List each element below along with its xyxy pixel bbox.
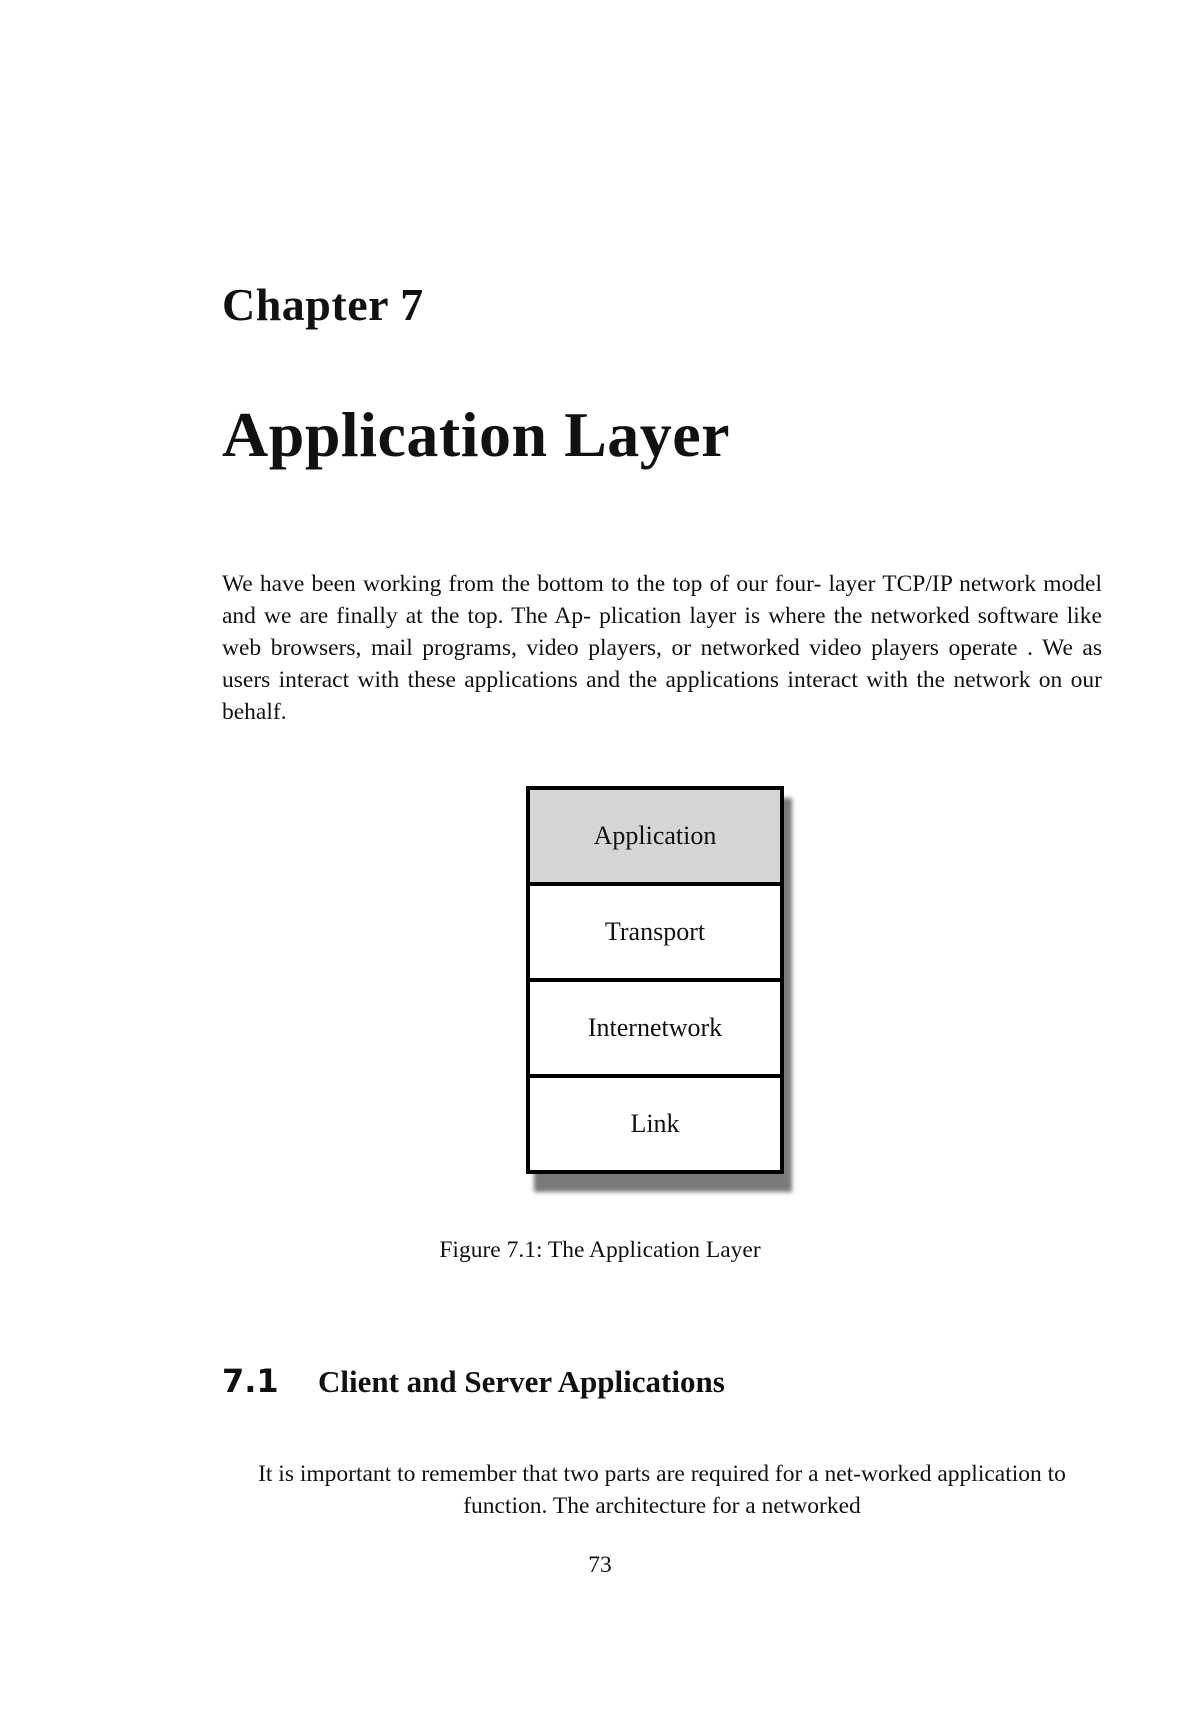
chapter-title: Application Layer [222, 399, 731, 470]
page-number: 73 [588, 1552, 612, 1578]
layer-transport: Transport [530, 882, 780, 978]
layer-stack-figure [526, 786, 784, 1174]
section-heading [222, 1362, 725, 1400]
layer-stack [526, 786, 784, 1174]
section-title: Client and Server Applications [318, 1364, 725, 1399]
figure-caption: Figure 7.1: The Application Layer [439, 1237, 761, 1263]
layer-boxes [526, 786, 784, 1174]
section-number: 7.1 [222, 1362, 279, 1400]
intro-paragraph: We have been working from the bottom to the top of our four- layer TCP/IP network model and we are finally at the top. The Ap- plication layer is where the networked software like web browsers, mail programs, video players, or networked video players operate . We as users interact with these applications and the applications interact with the network on our behalf. [222, 571, 1102, 725]
layer-application: Application [530, 790, 780, 882]
layer-link: Link [530, 1074, 780, 1170]
chapter-label: Chapter 7 [222, 279, 424, 330]
section-paragraph: It is important to remember that two parts are required for a net-worked application to function. The architecture for a networked [258, 1461, 1066, 1519]
layer-internetwork: Internetwork [530, 978, 780, 1074]
